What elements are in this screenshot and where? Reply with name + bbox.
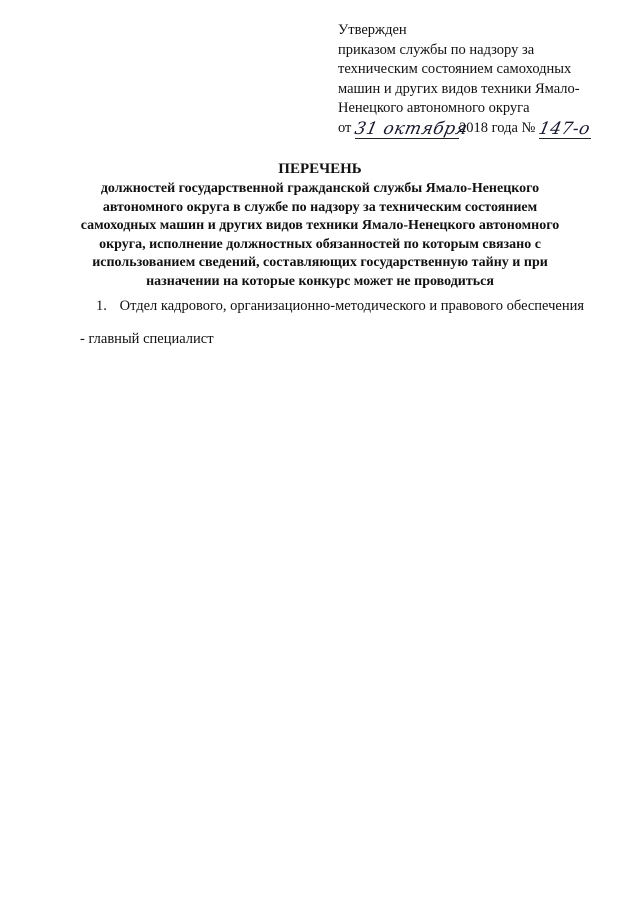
order-year-text: 2018 года № [459,119,536,136]
approval-line: Ненецкого автономного округа [338,100,530,116]
section-item [96,297,584,316]
section-number: 1. [96,298,107,314]
document-heading [70,159,570,291]
approval-line: техническим состоянием самоходных [338,61,572,77]
handwritten-order-number [536,118,593,139]
document-subtitle: должностей государственной гражданской службы Ямало-Ненецкого автономного округа в службе по надзору за техническим состоянием самоходных машин и других видов техники Ямало-Ненецкого автономного округа, исполнение должностных обязанностей по которым связано с использованием сведений, составляющих государственную тайну и при назначении на которые конкурс может не проводиться [80,181,560,289]
approval-date-line [338,119,628,139]
approval-line: машин и других видов техники Ямало- [338,80,580,97]
approval-block [338,21,628,138]
handwritten-date-text: 31 октября [352,118,470,139]
position-item: - главный специалист [80,331,214,347]
date-prefix: от [338,119,352,136]
approval-line: Утвержден [338,22,407,38]
handwritten-date [352,118,470,139]
approval-line: приказом службы по надзору за [338,41,535,58]
section-name: Отдел кадрового, организационно-методического и правового обеспечения [119,298,585,314]
handwritten-number-text: 147-о [536,118,593,139]
document-title: ПЕРЕЧЕНЬ [278,161,362,177]
